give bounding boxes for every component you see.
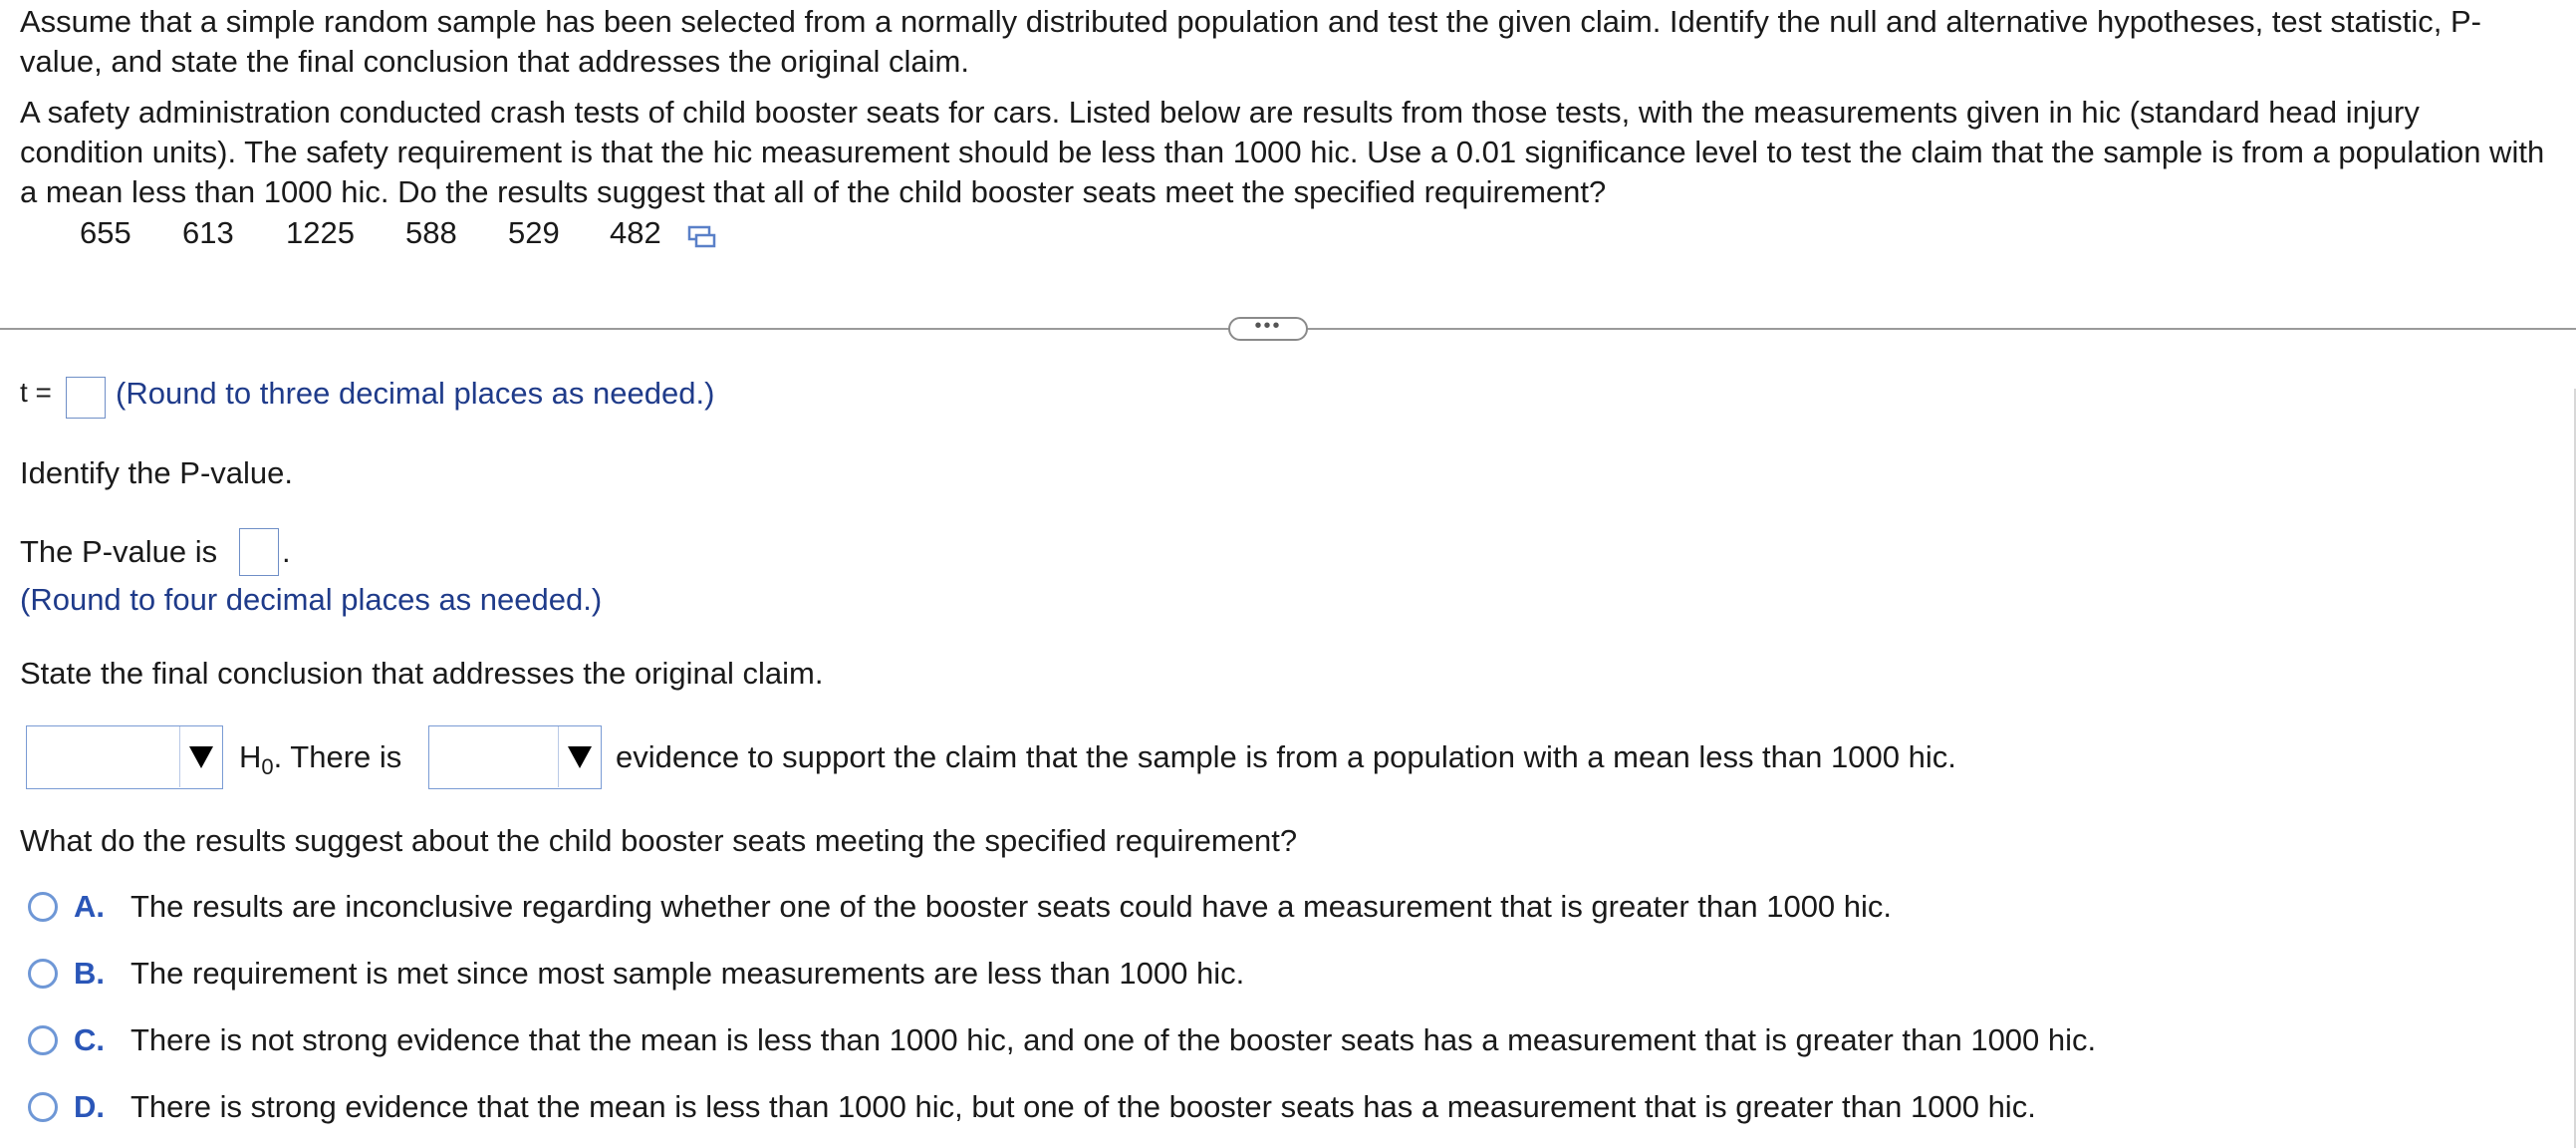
evidence-strength-dropdown[interactable] (428, 725, 602, 789)
data-value: 529 (508, 215, 560, 250)
p-value-input[interactable] (239, 528, 279, 576)
conclusion-tail: evidence to support the claim that the sample is from a population with a mean less than 1000 hic. (616, 739, 1956, 774)
h0-label: $H_0$. There is (239, 739, 402, 780)
question-intro: Assume that a simple random sample has been selected from a normally distributed population and test the given claim. Identify the null and alternative hypotheses, test statistic, P-value, and state the final conclusion that addresses the original claim. (20, 4, 2481, 79)
option-letter: C. (74, 1022, 105, 1057)
copy-data-icon[interactable] (687, 224, 717, 250)
radio-button[interactable] (28, 959, 58, 989)
expand-more-button[interactable]: ••• (1228, 317, 1308, 341)
chevron-down-icon (188, 743, 214, 769)
conclusion-heading: State the final conclusion that addresses the original claim. (20, 656, 824, 691)
data-value: 588 (405, 215, 457, 250)
radio-button[interactable] (28, 892, 58, 922)
t-value-input[interactable] (66, 377, 106, 419)
question-scenario: A safety administration conducted crash tests of child booster seats for cars. Listed below are results from those tests, with the measurements given in hic (standard head injury condition units). The safety requirement is that the hic measurement should be less than 1000 hic. Use a 0.01 significance level to test the claim that the sample is from a population with a mean less than 1000 hic. Do the results suggest that all of the child booster seats meet the specified requirement? (20, 95, 2545, 209)
p-value-label: The P-value is (20, 534, 218, 569)
reject-decision-dropdown[interactable] (26, 725, 223, 789)
data-value: 482 (610, 215, 661, 250)
option-letter: A. (74, 889, 105, 924)
radio-button[interactable] (28, 1025, 58, 1055)
option-text[interactable]: There is strong evidence that the mean is less than 1000 hic, but one of the booster seats has a measurement that is greater than 1000 hic. (130, 1089, 2036, 1124)
option-letter: B. (74, 956, 105, 991)
data-value: 655 (80, 215, 131, 250)
option-text[interactable]: The results are inconclusive regarding whether one of the booster seats could have a measurement that is greater than 1000 hic. (130, 889, 1893, 924)
p-value-heading: Identify the P-value. (20, 455, 293, 490)
t-hint: (Round to three decimal places as needed.) (116, 376, 715, 411)
chevron-down-icon (567, 743, 593, 769)
dropdown-arrow[interactable] (558, 726, 601, 787)
requirement-question: What do the results suggest about the child booster seats meeting the specified requirement? (20, 823, 1298, 858)
t-label: t = (20, 377, 52, 408)
data-value: 613 (182, 215, 234, 250)
dropdown-arrow[interactable] (179, 726, 222, 787)
p-value-hint: (Round to four decimal places as needed.) (20, 582, 603, 617)
option-letter: D. (74, 1089, 105, 1124)
radio-button[interactable] (28, 1092, 58, 1122)
option-text[interactable]: The requirement is met since most sample measurements are less than 1000 hic. (130, 956, 1245, 991)
option-text[interactable]: There is not strong evidence that the mean is less than 1000 hic, and one of the booster seats has a measurement that is greater than 1000 hic. (130, 1022, 2097, 1057)
p-value-period: . (282, 534, 291, 569)
data-value: 1225 (286, 215, 355, 250)
